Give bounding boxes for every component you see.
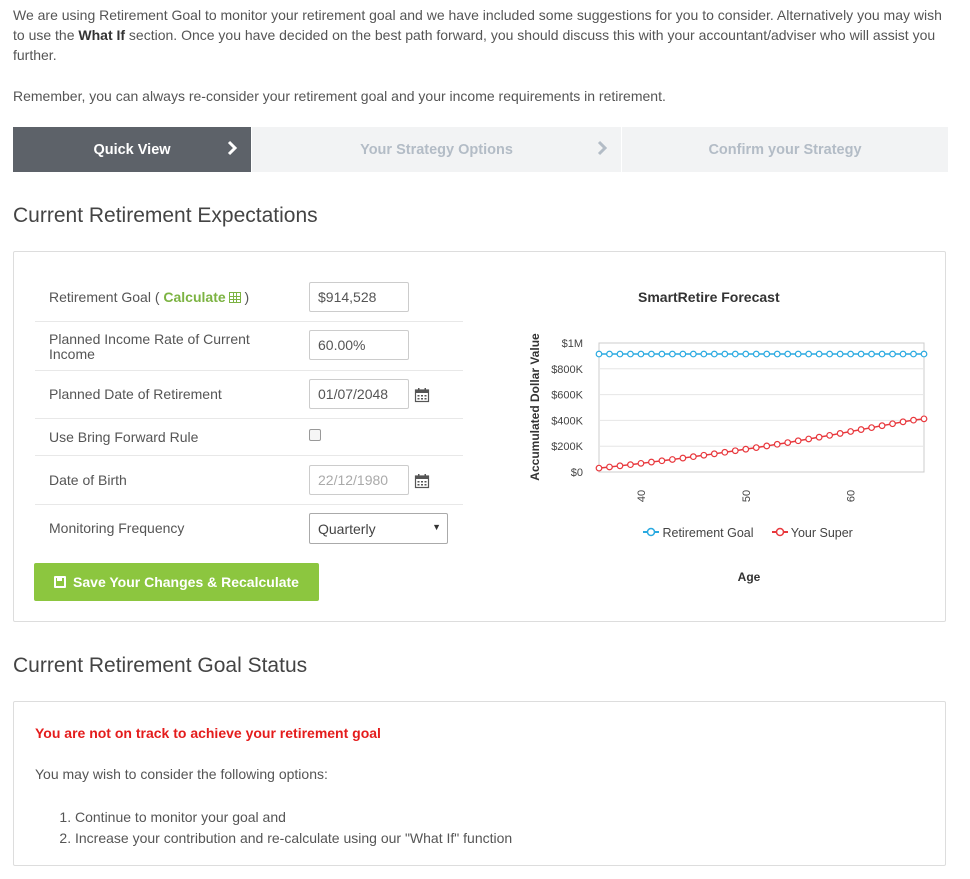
data-point [701,351,707,357]
legend-item-super[interactable] [772,526,853,540]
legend-item-goal[interactable] [643,526,754,540]
data-point [743,351,749,357]
data-point [869,425,875,431]
row-income-rate [35,322,463,371]
data-point [691,454,697,460]
data-point [617,463,623,469]
x-tick-label: 50 [740,489,753,503]
chevron-right-icon [597,140,607,161]
data-point [858,427,864,433]
options-list [35,807,512,849]
row-bring-forward [35,419,463,456]
data-point [879,423,885,429]
y-tick-label: $1M [561,338,583,350]
data-point [774,441,780,447]
legend-label: Your Super [790,526,853,540]
x-tick-label: 40 [635,489,648,503]
dropdown-arrow-icon: ▼ [432,522,441,532]
data-point [596,351,602,357]
step-strategy-options[interactable] [251,127,621,172]
x-axis-label: Age [737,570,761,584]
data-point [795,351,801,357]
y-axis-label: Accumulated Dollar Value [528,333,542,481]
data-point [879,351,885,357]
step-label: Confirm your Strategy [708,141,862,158]
bring-forward-checkbox[interactable] [309,429,321,441]
save-recalculate-button[interactable] [34,563,319,601]
intro-text-part1: We are using Retirement Goal to monitor your retirement goal and we have included some suggestions for you to consider. Alternatively you may wish to use the [13,7,942,43]
x-tick-labels [636,490,858,502]
data-point [753,351,759,357]
data-point [890,351,896,357]
data-point [921,351,927,357]
calculate-link[interactable] [163,289,240,305]
intro-reminder: Remember, you can always re-consider your retirement goal and your income requirements in retirement. [13,88,666,104]
data-point [628,351,634,357]
data-point [732,448,738,454]
income-rate-input[interactable]: 60.00% [309,330,409,360]
data-point [743,446,749,452]
data-point [649,351,655,357]
intro-paragraph [13,5,948,65]
data-point [806,351,812,357]
data-point [607,351,613,357]
data-point [806,436,812,442]
data-point [732,351,738,357]
chart-title: SmartRetire Forecast [638,289,780,305]
row-retirement-date [35,371,463,419]
calculator-icon [229,292,241,303]
status-panel [13,701,946,866]
list-item: 1. Continue to monitor your goal and [75,807,512,828]
data-point [670,351,676,357]
data-point [795,438,801,444]
data-point [680,351,686,357]
forecast-chart [511,322,931,584]
data-point [628,462,634,468]
y-tick-label: $600K [551,389,583,402]
step-label: Your Strategy Options [360,141,513,158]
data-point [659,458,665,464]
data-point [837,351,843,357]
intro-text [13,5,948,106]
data-point [649,459,655,465]
step-quick-view[interactable] [13,127,251,172]
data-point [869,351,875,357]
frequency-selected: Quarterly [318,521,376,537]
y-tick-label: $200K [551,441,583,454]
data-point [659,351,665,357]
retirement-date-label: Planned Date of Retirement [49,386,222,402]
list-item: 2. Increase your contribution and re-calculate using our "What If" function [75,828,512,849]
data-point [816,351,822,357]
data-point [607,464,613,470]
data-point [858,351,864,357]
status-advice: You may wish to consider the following options: [35,766,328,782]
data-point [701,452,707,458]
save-icon [54,576,66,588]
data-point [785,440,791,446]
data-point [753,445,759,451]
chart-legend [643,526,853,540]
y-tick-label: $0 [570,467,583,479]
data-point [596,465,602,471]
data-point [722,449,728,455]
wizard-steps [13,127,948,172]
data-point [837,431,843,437]
data-point [911,417,917,423]
label-text: Retirement Goal [49,289,151,305]
frequency-select[interactable] [309,513,448,544]
data-point [911,351,917,357]
intro-text-part2: section. Once you have decided on the best path forward, you should discuss this with your accountant/adviser who will assist you further. [13,27,936,63]
paren-close: ) [244,289,250,305]
data-point [890,421,896,427]
data-point [827,351,833,357]
frequency-label: Monitoring Frequency [49,520,185,536]
expectations-panel [13,251,946,622]
retirement-date-input[interactable]: 01/07/2048 [309,379,409,409]
data-point [785,351,791,357]
retirement-goal-label [49,290,279,305]
data-point [848,429,854,435]
data-point [764,351,770,357]
plot-area [599,343,924,472]
chevron-right-icon [227,140,237,161]
row-date-of-birth [35,456,463,505]
data-point [900,351,906,357]
data-point [638,461,644,467]
data-point [764,443,770,449]
legend-goal-marker-icon [643,527,659,537]
section-heading-expectations: Current Retirement Expectations [13,204,318,227]
data-point [816,434,822,440]
dob-input[interactable]: 22/12/1980 [309,465,409,495]
legend-super-marker-icon [772,527,788,537]
calendar-icon[interactable] [415,474,429,488]
data-point [722,351,728,357]
step-label: Quick View [93,141,171,158]
data-point [691,351,697,357]
status-warning: You are not on track to achieve your retirement goal [35,725,381,741]
y-tick-label: $400K [551,415,583,428]
data-point [712,451,718,457]
y-tick-label: $800K [551,363,583,376]
data-point [638,351,644,357]
step-confirm-strategy[interactable] [621,127,948,172]
data-point [680,455,686,461]
data-point [900,419,906,425]
data-point [712,351,718,357]
x-tick-label: 60 [845,489,858,503]
income-rate-label: Planned Income Rate of Current Income [49,331,250,362]
what-if-emphasis: What If [78,27,126,43]
data-point [827,433,833,439]
legend-label: Retirement Goal [662,526,754,540]
data-point [774,351,780,357]
data-point [848,351,854,357]
row-monitoring-frequency [35,505,463,551]
dob-label: Date of Birth [49,472,127,488]
calendar-icon[interactable] [415,388,429,402]
y-tick-labels [551,338,583,479]
bring-forward-label: Use Bring Forward Rule [49,429,199,445]
save-button-label: Save Your Changes & Recalculate [73,574,299,590]
data-point [921,416,927,422]
data-point [617,351,623,357]
data-point [670,457,676,463]
paren-open: ( [154,289,160,305]
calculate-label: Calculate [163,289,226,305]
chart-grid [599,343,924,472]
section-heading-status: Current Retirement Goal Status [13,654,308,677]
row-retirement-goal [35,274,463,322]
retirement-goal-input[interactable]: $914,528 [309,282,409,312]
